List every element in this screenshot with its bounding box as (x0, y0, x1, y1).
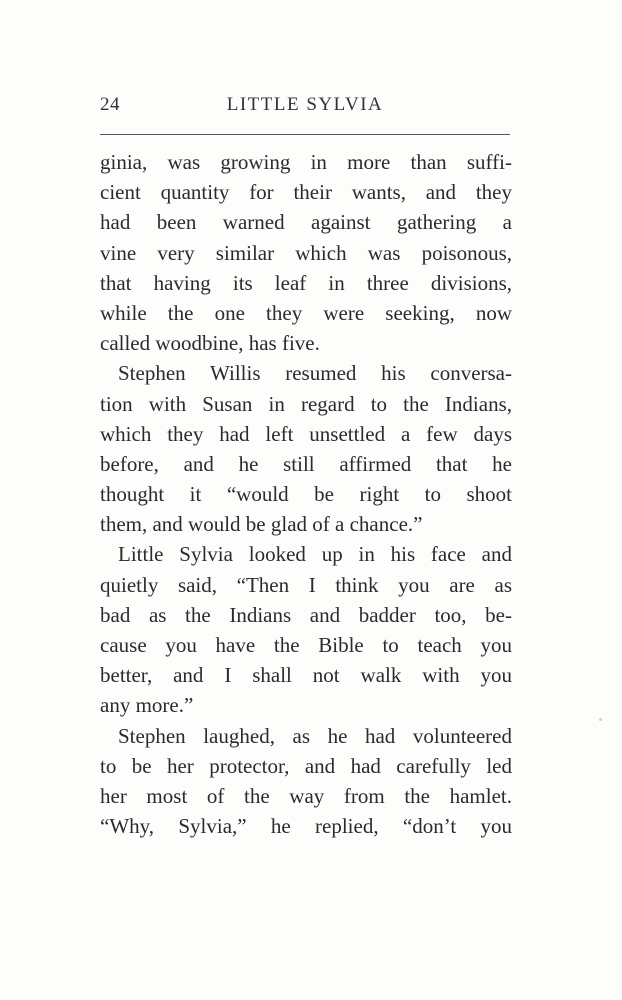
text-line: tion with Susan in regard to the Indians, (100, 391, 512, 416)
text-line: Little Sylvia looked up in his face and (118, 542, 512, 567)
text-line: ginia, was growing in more than suffi- (100, 150, 512, 174)
running-title: LITTLE SYLVIA (226, 94, 384, 115)
text-line: any more.” (100, 693, 194, 718)
text-line: to be her protector, and had carefully led (100, 753, 512, 778)
running-head (100, 94, 510, 120)
page-number: 24 (100, 94, 120, 115)
text-line: bad as the Indians and badder too, be- (100, 602, 512, 627)
text-line: which they had left unsettled a few days (100, 421, 512, 446)
text-line: had been warned against gathering a (100, 210, 512, 235)
text-line: thought it “would be right to shoot (100, 482, 512, 507)
text-line: called woodbine, has five. (100, 331, 320, 356)
text-line: quietly said, “Then I think you are as (100, 572, 512, 597)
text-line: while the one they were seeking, now (100, 300, 512, 325)
text-line: vine very similar which was poisonous, (100, 240, 512, 265)
text-line: Stephen Willis resumed his conversa- (118, 361, 512, 386)
body-text (100, 147, 512, 841)
text-line: her most of the way from the hamlet. (100, 783, 512, 808)
text-line: cient quantity for their wants, and they (100, 180, 512, 205)
header-rule (100, 134, 510, 135)
text-line: better, and I shall not walk with you (100, 663, 512, 688)
text-line: before, and he still affirmed that he (100, 451, 512, 476)
text-line: cause you have the Bible to teach you (100, 633, 512, 657)
text-line: “Why, Sylvia,” he replied, “don’t you (100, 814, 512, 839)
paper-speck (599, 718, 602, 721)
text-line: Stephen laughed, as he had volunteered (118, 723, 512, 748)
text-line: them, and would be glad of a chance.” (100, 512, 423, 537)
text-line: that having its leaf in three divisions, (100, 270, 512, 295)
